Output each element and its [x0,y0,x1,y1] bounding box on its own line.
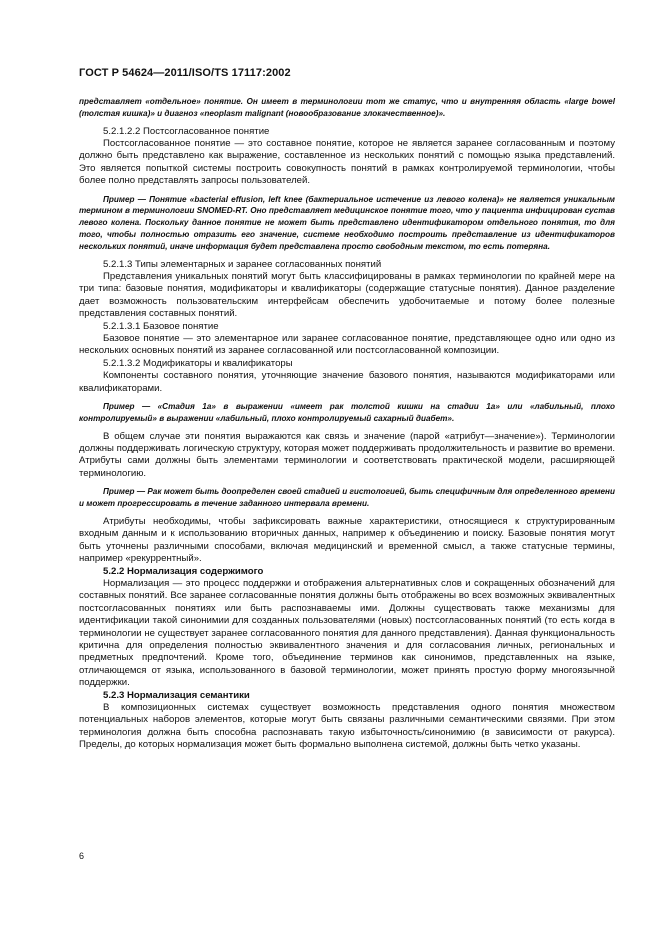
document-body [79,96,615,752]
body-paragraph: В композиционных системах существует возможность представления одного понятия множеством потенциальных наборов элементов, которые могут быть связаны различными семантическими связями. При этом терминология должна быть способна распознавать такую избыточность/синонимию (в зависимости от ракурса). Пределы, до которых нормализация может быть формально выполнена системой, должны быть четко указаны. [79,701,615,751]
body-paragraph: Атрибуты необходимы, чтобы зафиксировать важные характеристики, относящиеся к структурированным входным данным и к использованию вторичных данных, например к объединению и поиску. Базовые понятия могут быть уточнены различными способами, включая медицинский и временной смысл, а также статусные термины, например «рекуррентный». [79,515,615,565]
example-paragraph: Пример — Рак может быть доопределен своей стадией и гистологией, быть специфичным для определенного времени и может прогрессировать в течение заданного интервала времени. [79,487,615,509]
document-header: ГОСТ Р 54624—2011/ISO/TS 17117:2002 [79,67,291,79]
page-number: 6 [79,851,85,861]
example-paragraph: представляет «отдельное» понятие. Он имеет в терминологии тот же статус, что и внутренняя область «large bowel (толстая кишка)» и диагноз «neoplasm malignant (новообразование злокачественное)». [79,97,615,118]
body-paragraph: Базовое понятие — это элементарное или заранее согласованное понятие, представляющее одно или одно из нескольких основных понятий из заранее согласованной или постсогласованной композиции. [79,333,615,357]
example-paragraph: Пример — Понятие «bacterial effusion, left knee (бактериальное истечение из левого колена)» не является уникальным термином в терминологии SNOMED-RT. Оно представляет медицинское понятие того, что у пациента инфицирован сустав левого колена. Поскольку данное понятие не может быть представлено идентификатором отдельного понятия, то для того, чтобы полностью отразить его значение, системе необходимо построить представление из идентификаторов нескольких понятий, иначе информация будет представлена просто свободным текстом, то есть потеряна. [79,194,615,251]
body-paragraph: Постсогласованное понятие — это составное понятие, которое не является заранее согласованным и поэтому должно быть представлено как выражение, составленное из нескольких понятий с помощью языка представлений. Это является попыткой системы построить совокупность понятий в рамках контролируемой терминологии, чтобы более полно представлять запросы пользователей. [79,138,615,187]
example-paragraph: Пример — «Стадия 1а» в выражении «имеет рак толстой кишки на стадии 1а» или «лабильный, плохо контролируемый» в выражении «лабильный, плохо контролируемый сахарный диабет». [79,402,615,423]
section-heading-5-2-1-3: 5.2.1.3 Типы элементарных и заранее согласованных понятий [103,258,382,270]
section-heading-5-2-2: 5.2.2 Нормализация содержимого [103,565,264,577]
body-paragraph: Представления уникальных понятий могут быть классифицированы в рамках терминологии по крайней мере на три типа: базовые понятия, модификаторы и квалификаторы (содержащие статусные понятия). Данное разделение дает возможность пользовательским интерфейсам обеспечить удобочитаемые и потому более полезные представления составных понятий. [79,271,615,320]
body-paragraph: В общем случае эти понятия выражаются как связь и значение (парой «атрибут—значение»). Терминологии должны поддерживать логическую структуру, которая может поддерживать продолжительность и развитие во времени. Атрибуты сами должны быть элементами терминологии и соответствовать практической модели, расширяющей терминологию. [79,430,615,479]
document-page [79,0,615,936]
body-paragraph: Компоненты составного понятия, уточняющие значение базового понятия, называются модификаторами или квалификаторами. [79,370,615,394]
section-heading-5-2-1-2-2: 5.2.1.2.2 Постсогласованное понятие [103,125,270,137]
section-heading-5-2-3: 5.2.3 Нормализация семантики [103,689,250,701]
body-paragraph: Нормализация — это процесс поддержки и отображения альтернативных слов и сокращенных обозначений для составных понятий. Все заранее согласованные понятия должны быть отображены во всех возможных эквивалентных постсогласованных понятиях или быть распознаваемы ими. Должны существовать также механизмы для идентификации такой синонимии для созданных пользователями (новых) постсогласованных понятий (то есть когда в терминологии не существует заранее согласованного понятия для данного представления). Данная функциональность критична для определения полностью эквивалентного значения и для согласования личных, региональных и предметных предпочтений. Кроме того, объединение терминов как синонимов, представленных на языке, отличающемся от языка, использованного в базовой терминологии, может принять простую форму многоязычной поддержки. [79,577,615,689]
section-heading-5-2-1-3-1: 5.2.1.3.1 Базовое понятие [103,320,219,332]
section-heading-5-2-1-3-2: 5.2.1.3.2 Модификаторы и квалификаторы [103,357,293,369]
